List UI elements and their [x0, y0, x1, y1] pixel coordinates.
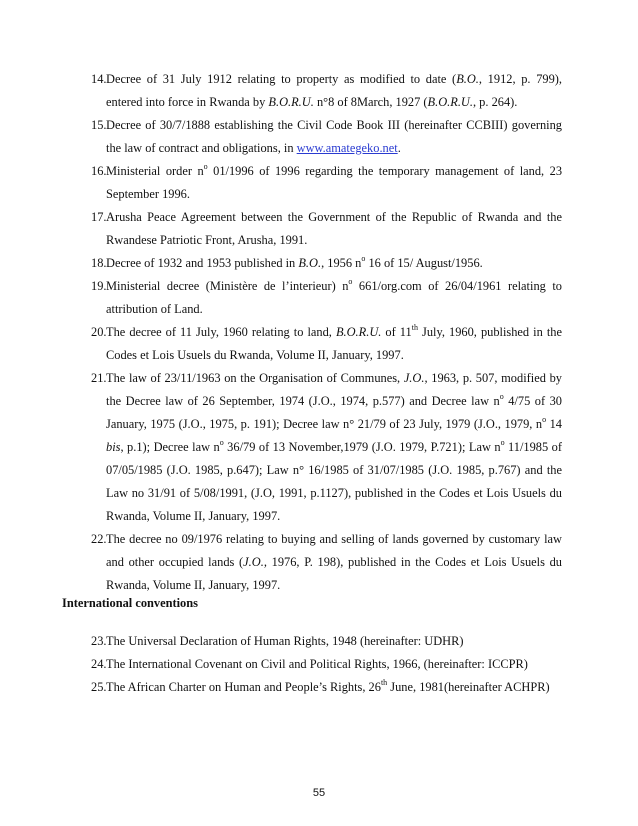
- text-run: The law of 23/11/1963 on the Organisation of Communes,: [106, 371, 404, 385]
- text-run: Ministerial decree (Ministère de l’interieur) n: [106, 279, 349, 293]
- text-run: The International Covenant on Civil and Political Rights, 1966, (hereinafter: ICCPR): [106, 657, 528, 671]
- list-item: [62, 367, 562, 528]
- item-number: 21.: [91, 371, 107, 385]
- list-item: [62, 160, 562, 206]
- text-run: The African Charter on Human and People’s Rights, 26: [106, 680, 381, 694]
- list-item: [62, 275, 562, 321]
- italic-text: B.O.R.U.: [268, 95, 314, 109]
- reference-list: [62, 68, 562, 597]
- item-text: [106, 210, 562, 247]
- list-item: [62, 676, 562, 699]
- page-number: 55: [312, 787, 326, 799]
- italic-text: J.O.,: [403, 371, 428, 385]
- list-item: [62, 114, 562, 160]
- item-number: 15.: [91, 118, 107, 132]
- list-item: [62, 252, 562, 275]
- list-item: [62, 68, 562, 114]
- text-run: Decree of 31 July 1912 relating to property as modified to date (: [106, 72, 457, 86]
- section-heading: International conventions: [62, 596, 198, 610]
- item-text: [106, 371, 562, 523]
- item-number: 25.: [91, 680, 107, 694]
- text-run: The decree no 09/1976 relating to buying and selling of lands governed by customary law and other occupied lands (: [106, 532, 562, 569]
- text-run: 16 of 15/ August/1956.: [365, 256, 483, 270]
- conventions-list: [62, 630, 562, 699]
- item-text: [106, 118, 562, 155]
- italic-text: bis: [106, 440, 121, 454]
- item-text: [106, 532, 562, 592]
- text-run: n°8 of 8March, 1927 (: [313, 95, 428, 109]
- item-number: 23.: [91, 634, 107, 648]
- text-run: 11/1985 of 07/05/1985 (J.O. 1985, p.647); Law n° 16/1985 of 31/07/1985 (J.O. 1985, p.767) and the Law no 31/91 of 5/08/1991, (J.O, 1991, p.1127), published in the Codes et Lois Usuels du Rwanda, Volume II, January, 1997.: [106, 440, 562, 523]
- item-text: [106, 276, 562, 316]
- text-run: 661/org.com of 26/04/1961 relating to attribution of Land.: [106, 279, 562, 316]
- text-run: , 1956 n: [321, 256, 362, 270]
- item-number: 14.: [91, 72, 107, 86]
- item-number: 22.: [91, 532, 107, 546]
- list-item: [62, 206, 562, 252]
- superscript: o: [348, 276, 353, 286]
- item-text: [106, 253, 483, 270]
- italic-text: B.O.: [456, 72, 479, 86]
- text-run: Ministerial order n: [106, 164, 204, 178]
- text-run: July, 1960, published in the Codes et Lois Usuels du Rwanda, Volume II, January, 1997.: [106, 325, 563, 362]
- italic-text: J.O.,: [243, 555, 267, 569]
- superscript: th: [380, 677, 388, 687]
- superscript: o: [219, 437, 224, 447]
- superscript: o: [203, 161, 208, 171]
- text-run: The decree of 11 July, 1960 relating to land,: [106, 325, 336, 339]
- item-number: 20.: [91, 325, 107, 339]
- item-number: 16.: [91, 164, 107, 178]
- text-run: June, 1981(hereinafter ACHPR): [387, 680, 550, 694]
- italic-text: B.O.R.U.: [427, 95, 473, 109]
- superscript: o: [542, 414, 547, 424]
- text-run: Arusha Peace Agreement between the Government of the Republic of Rwanda and the Rwandese Patriotic Front, Arusha, 1991.: [106, 210, 562, 247]
- text-run: 1976, P. 198), published in the Codes et Lois Usuels du Rwanda, Volume II, January, 1997.: [106, 555, 562, 592]
- item-number: 24.: [91, 657, 107, 671]
- superscript: o: [499, 391, 504, 401]
- text-run: , p.1); Decree law n: [120, 440, 220, 454]
- superscript: o: [500, 437, 505, 447]
- item-text: [106, 161, 563, 201]
- text-run: 1963, p. 507, modified by the Decree law of 26 September, 1974 (J.O., 1974, p.577) and Decree law n: [106, 371, 562, 408]
- item-text: [106, 677, 550, 694]
- text-run: , p. 264).: [472, 95, 518, 109]
- text-run: Decree of 30/7/1888 establishing the Civil Code Book III (hereinafter CCBIII) governing the law of contract and obligations, in: [106, 118, 562, 155]
- text-run: of 11: [381, 325, 412, 339]
- list-item: [62, 321, 562, 367]
- text-run: .: [397, 141, 401, 155]
- italic-text: B.O.R.U.: [335, 325, 382, 339]
- list-item: [62, 528, 562, 597]
- item-text: [106, 634, 464, 648]
- text-run: 01/1996 of 1996 regarding the temporary management of land, 23 September 1996.: [106, 164, 563, 201]
- item-number: 19.: [91, 279, 107, 293]
- list-item: [62, 630, 562, 653]
- text-run: Decree of 1932 and 1953 published in: [106, 256, 299, 270]
- text-run: 4/75 of 30 January, 1975 (J.O., 1975, p. 191); Decree law n° 21/79 of 23 July, 1979 (J.O., 1979, n: [106, 394, 562, 431]
- item-text: [106, 322, 563, 362]
- text-run: 14: [546, 417, 562, 431]
- italic-text: B.O.: [298, 256, 322, 270]
- text-run: , 1912, p. 799), entered into force in Rwanda by: [106, 72, 562, 109]
- item-text: [106, 657, 528, 671]
- item-text: [106, 72, 562, 109]
- text-run: The Universal Declaration of Human Rights, 1948 (hereinafter: UDHR): [106, 634, 464, 648]
- item-number: 18.: [91, 256, 107, 270]
- superscript: o: [361, 253, 366, 263]
- list-item: [62, 653, 562, 676]
- web-link[interactable]: www.amategeko.net: [296, 141, 398, 155]
- item-number: 17.: [91, 210, 107, 224]
- superscript: th: [411, 322, 418, 332]
- text-run: 36/79 of 13 November,1979 (J.O. 1979, P.721); Law n: [223, 440, 501, 454]
